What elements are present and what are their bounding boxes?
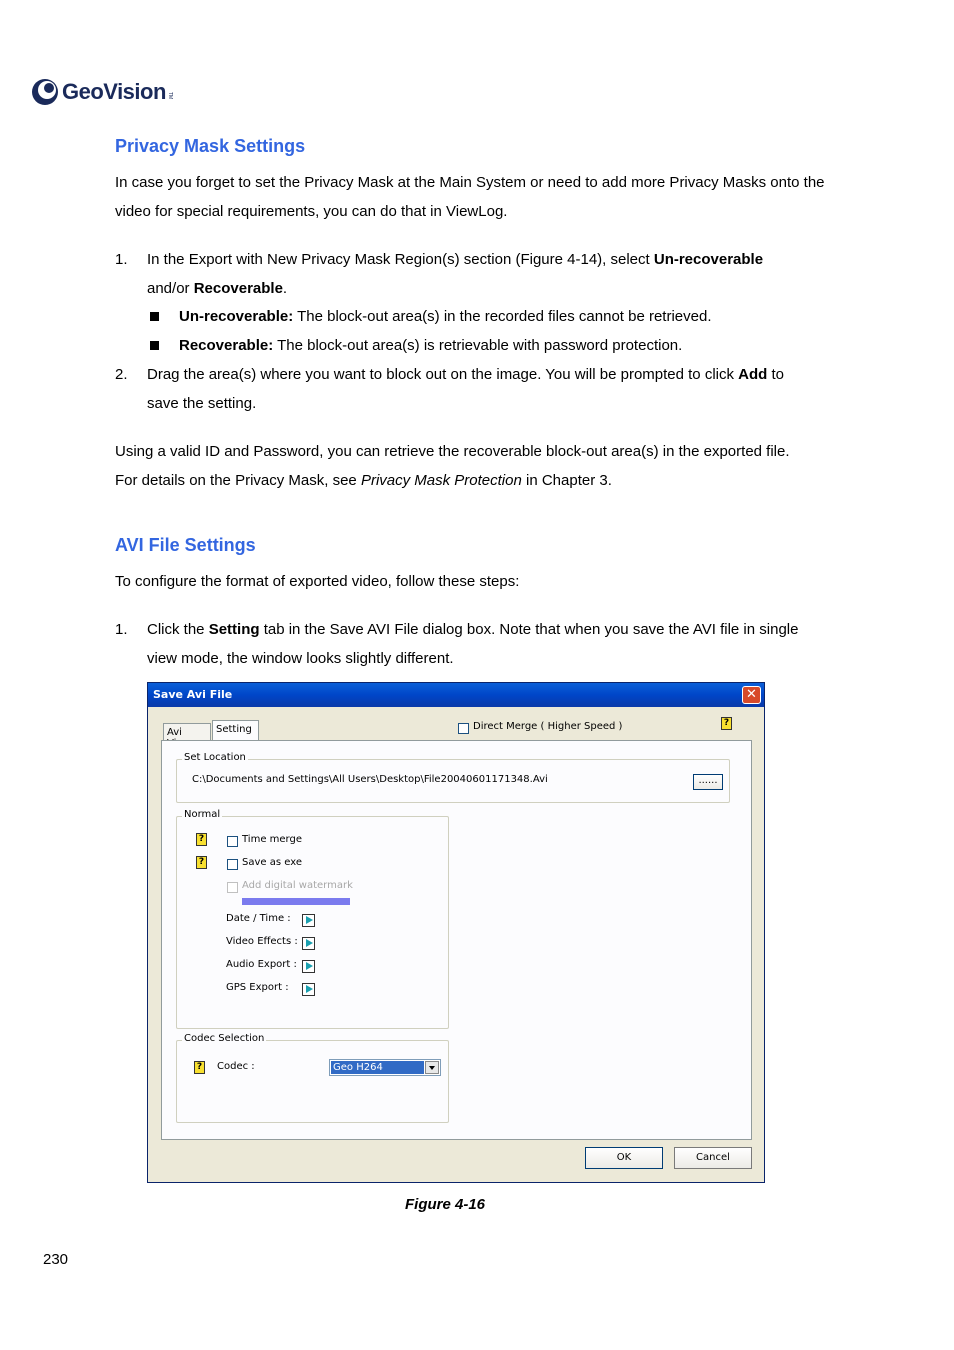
tab-avi-view[interactable]: Avi: [163, 723, 211, 741]
step-text: Click the: [147, 621, 209, 638]
video-effects-label: Video Effects :: [226, 936, 298, 947]
outro-italic: Privacy Mask Protection: [360, 472, 522, 489]
step-bold: Add: [738, 366, 768, 383]
section-heading-privacy-mask: Privacy Mask Settings: [115, 136, 306, 156]
settings-panel: [161, 740, 752, 1140]
step-text: .: [282, 280, 288, 297]
bullet-text: The block-out area(s) in the recorded files cannot be retrieved.: [293, 308, 712, 325]
step-bold: Recoverable: [193, 280, 283, 297]
step-text: Drag the area(s) where you want to block out on the image. You will be prompted to click: [147, 366, 739, 383]
help-icon[interactable]: ?: [196, 856, 207, 869]
set-location-label: Set Location: [184, 752, 246, 763]
save-as-exe-label: Save as exe: [242, 857, 302, 868]
bullet-unrecoverable: [179, 302, 879, 331]
privacy-step-2: [147, 360, 847, 418]
bullet-text: The block-out area(s) is retrievable with password protection.: [273, 337, 683, 354]
watermark-highlight-bar: [242, 898, 350, 905]
normal-group: [176, 809, 449, 1029]
set-location-group: [176, 752, 730, 803]
geovision-logo: [30, 72, 173, 112]
close-button[interactable]: ✕: [742, 686, 761, 704]
step-bold: Setting: [208, 621, 260, 638]
tab-setting[interactable]: Setting: [212, 720, 259, 741]
privacy-intro: In case you forget to set the Privacy Mask at the Main System or need to add more Privacy Masks onto the video for special requirements, you can do that in ViewLog.: [115, 174, 825, 220]
outro-text: in Chapter 3.: [521, 472, 612, 489]
help-icon[interactable]: ?: [196, 833, 207, 846]
help-icon[interactable]: ?: [194, 1061, 205, 1074]
save-avi-dialog: [147, 682, 765, 1183]
outro-text: For details on the Privacy Mask, see: [115, 472, 361, 489]
outro-text: Using a valid ID and Password, you can retrieve the recoverable block-out area(s) in the exported file.: [115, 443, 790, 460]
page-number: 230: [43, 1251, 69, 1268]
step-number: 1.: [115, 251, 128, 268]
date-time-arrow-icon[interactable]: [302, 914, 315, 927]
video-effects-arrow-icon[interactable]: [302, 937, 315, 950]
avi-intro: To configure the format of exported video, follow these steps:: [115, 573, 520, 590]
chevron-down-icon[interactable]: [425, 1061, 439, 1074]
time-merge-checkbox[interactable]: [227, 836, 238, 847]
cancel-button[interactable]: Cancel: [674, 1147, 752, 1169]
step-text: and/or: [147, 280, 194, 297]
privacy-outro: [115, 437, 845, 495]
audio-export-arrow-icon[interactable]: [302, 960, 315, 973]
geovision-logo-icon: [30, 77, 60, 107]
codec-select[interactable]: [329, 1059, 441, 1076]
save-as-exe-checkbox[interactable]: [227, 859, 238, 870]
codec-selection-label: Codec Selection: [184, 1033, 265, 1044]
time-merge-label: Time merge: [242, 834, 302, 845]
browse-button[interactable]: ......: [693, 774, 723, 790]
normal-label: Normal: [184, 809, 221, 820]
dialog-titlebar: [148, 683, 764, 707]
direct-merge-checkbox[interactable]: [458, 723, 469, 734]
dialog-title: Save Avi File: [153, 688, 233, 701]
privacy-step-1: [147, 245, 847, 303]
bullet-bold: Un-recoverable:: [179, 308, 294, 325]
bullet-square: [150, 341, 159, 350]
step-number: 1.: [115, 621, 128, 638]
location-path: C:\Documents and Settings\All Users\Desktop\File20040601171348.Avi: [192, 774, 548, 785]
gps-export-label: GPS Export :: [226, 982, 289, 993]
gps-export-arrow-icon[interactable]: [302, 983, 315, 996]
step-bold: Un-recoverable: [653, 251, 764, 268]
bullet-recoverable: [179, 331, 879, 360]
step-text: view mode, the window looks slightly different.: [147, 650, 454, 667]
codec-selection-group: [176, 1033, 449, 1123]
ok-button[interactable]: OK: [585, 1147, 663, 1169]
direct-merge-label: Direct Merge ( Higher Speed ): [473, 721, 623, 732]
logo-trademark: TM: [166, 92, 173, 100]
bullet-square: [150, 312, 159, 321]
figure-caption: Figure 4-16: [404, 1196, 486, 1213]
codec-label: Codec :: [217, 1061, 255, 1072]
add-watermark-label: Add digital watermark: [242, 880, 353, 891]
section-heading-avi-file: AVI File Settings: [115, 535, 256, 555]
step-text: to: [767, 366, 785, 383]
bullet-bold: Recoverable:: [179, 337, 274, 354]
add-watermark-checkbox[interactable]: [227, 882, 238, 893]
step-number: 2.: [115, 366, 128, 383]
logo-text: GeoVision: [62, 79, 166, 104]
codec-value: Geo H264: [331, 1061, 424, 1074]
avi-step-1: [147, 615, 857, 673]
help-icon[interactable]: ?: [721, 717, 732, 730]
date-time-label: Date / Time :: [226, 913, 291, 924]
step-text: tab in the Save AVI File dialog box. Note that when you save the AVI file in single: [259, 621, 799, 638]
step-text: In the Export with New Privacy Mask Region(s) section (Figure 4-14), select: [147, 251, 654, 268]
step-text: save the setting.: [147, 395, 257, 412]
audio-export-label: Audio Export :: [226, 959, 297, 970]
